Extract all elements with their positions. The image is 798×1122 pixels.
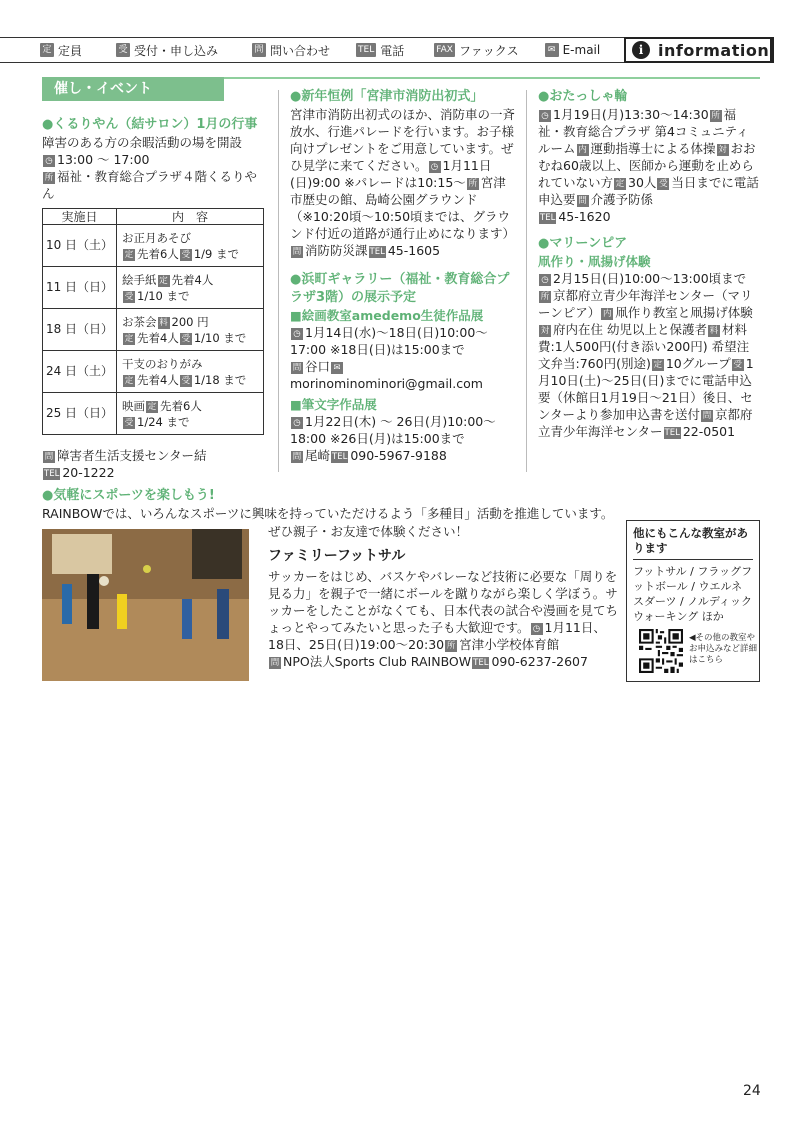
legend-capacity [40, 42, 82, 59]
table-row: 11 日（日） 絵手紙 定 先着4人 受 1/10 まで [43, 267, 264, 309]
qr-code-icon[interactable] [639, 629, 683, 673]
reception-icon: 受 [181, 333, 191, 344]
legend-label: 電話 [380, 43, 405, 58]
column-divider [526, 90, 527, 472]
event-title: ●くるりやん（結サロン）1月の行事 [42, 117, 258, 132]
category-tab: 催し・イベント [42, 77, 224, 101]
tel-icon: TEL [332, 452, 348, 462]
legend-label: 受付・申し込み [134, 43, 219, 58]
table-row: 24 日（土） 干支のおりがみ 定 先着4人 受 1/18 まで [43, 351, 264, 393]
tel-badge-icon: TEL [358, 45, 375, 55]
event-title: ●新年恒例「宮津市消防出初式」 [290, 89, 484, 104]
futsal-photo [42, 529, 249, 681]
inquiry-badge-icon: 問 [252, 43, 266, 57]
event-place: 所 福祉・教育総合プラザ４階くるりやん [42, 169, 258, 201]
page-number: 24 [743, 1083, 761, 1099]
inquiry-icon: 問 [292, 247, 302, 257]
event-title: ●おたっしゃ輪 [538, 89, 628, 104]
sports-intro: RAINBOWでは、いろんなスポーツに興味を持っていただけるよう「多種目」活動を推進しています。 [42, 506, 614, 521]
table-row: 25 日（日） 映画 定 先着6人 受 1/24 まで [43, 393, 264, 435]
futsal-heading: ファミリーフットサル [268, 548, 406, 564]
qr-note: ◀その他の教室やお申込みなど詳細はこちら [689, 633, 758, 665]
table-row: 18 日（日） お茶会 料 200 円 定 先着4人 受 1/10 まで [43, 309, 264, 351]
column-kururiyan [42, 116, 268, 481]
info-icon: i [632, 41, 650, 59]
tel-icon: TEL [44, 469, 60, 479]
legend-inquiry [252, 42, 330, 59]
sports-title: ●気軽にスポーツを楽しもう! [42, 488, 215, 503]
place-icon: 所 [44, 173, 54, 183]
place-icon: 所 [711, 111, 720, 121]
target-icon: 対 [718, 145, 727, 155]
table-header: 内 容 [117, 209, 264, 225]
clock-icon: ◷ [291, 328, 303, 340]
clock-icon: ◷ [429, 161, 441, 173]
capacity-icon: 定 [124, 375, 134, 386]
other-classes-title: 他にもこんな教室があります [633, 526, 753, 560]
table-header: 実施日 [43, 209, 117, 225]
clock-icon: ◷ [539, 110, 551, 122]
contact: 問 障害者生活支援センター結 [44, 448, 207, 463]
inquiry-icon: 問 [270, 658, 280, 668]
tel-icon: TEL [369, 247, 385, 257]
content-icon: 内 [603, 309, 612, 319]
legend-label: E-mail [562, 43, 601, 57]
column-otassha: ●おたっしゃ輪 ◷ 1月19日(月)13:30～14:30 所 福祉・教育総合プラザ 第4コミュニティルーム 内 運動指導士による体操 対 おおむね60歳以上、医師から運動を止められていない方 定 30人 受 当日までに電話申込要 問 介護予防係 TEL 45-1620 ●マリーンピア 凧作り・凧揚げ体験 ◷ 2月15日(日)10:00～13:00頃まで所 京都府立青少年海洋センター（マリーンピア） 内 凧作り教室と凧揚げ体験対 府内在住 幼児以上と保護者 料 材料費:1人500円(付き添い200円) 希望注文弁当:760円(別途) 定 10グループ 受 1月10日(土)～25日(日)までに電話申込要（休館日1月19日～21日）後日、センターより参加申込書を送付 問 京都府立青少年海洋センター TEL 22-0501 [538, 89, 759, 439]
capacity-badge-icon: 定 [40, 43, 54, 57]
inquiry-icon: 問 [44, 452, 54, 462]
reception-icon: 受 [181, 249, 191, 260]
column-fire-ceremony: ●新年恒例「宮津市消防出初式」 宮津市消防出初式のほか、消防車の一斉放水、行進パレードを行います。お子様向けプレゼントをご用意しています。ぜひ見学に来てください。 ◷ 1月11日(日)9:00 ※パレードは10:15～ 所 宮津市歴史の館、島崎公園グラウンド（※10:20頃～10:50頃までは、グラウンド付近の道路が通行止めになります）問 消防防災課 TEL 45-1605 ●浜町ギャラリー（福祉・教育総合プラザ3階）の展示予定 ■絵画教室amedemo生徒作品展 ◷ 1月14日(水)～18日(日)10:00～17:00 ※18日(日)は15:00まで 問 谷口 ✉morinominominori@gmail.com ■筆文字作品展 ◷ 1月22日(木) ～ 26日(月)10:00～18:00 ※26日(月)は15:00まで 問 尾崎 TEL 090-5967-9188 [290, 88, 518, 464]
clock-icon: ◷ [531, 623, 543, 635]
capacity-icon: 定 [124, 333, 134, 344]
legend-label: 定員 [58, 43, 83, 58]
column-divider [278, 90, 279, 472]
capacity-icon: 定 [124, 249, 134, 260]
reception-icon: 受 [733, 360, 742, 370]
exhibit-title: ■絵画教室amedemo生徒作品展 [290, 308, 484, 323]
content-icon: 内 [578, 145, 587, 155]
reception-icon: 受 [124, 291, 134, 302]
sports-section [42, 487, 760, 522]
tel-icon: TEL [473, 658, 489, 668]
inquiry-icon: 問 [292, 363, 302, 373]
futsal-info: ぜひ親子・お友達で体験ください！ ファミリーフットサル サッカーをはじめ、バスケやバレーなど技術に必要な「周りを見る力」を親子で一緒にボールを蹴りながら楽しく学ぼう。サッカーをしたことがなくても、日本代表の試合や漫画を見てちょっとやってみたいと思った子も大歓迎です。 ◷ 1月11日、18日、25日(日)19:00～20:30 所 宮津小学校体育館 問 NPO法人Sports Club RAINBOW TEL 090-6237-2607 [268, 524, 619, 669]
event-subtitle: 凧作り・凧揚げ体験 [538, 254, 651, 269]
inquiry-icon: 問 [578, 196, 587, 206]
information-tab [624, 37, 774, 63]
capacity-icon: 定 [615, 179, 625, 189]
place-icon: 所 [446, 641, 456, 651]
other-classes-box [626, 520, 760, 682]
information-label: information [658, 40, 770, 60]
fee-icon: 料 [159, 317, 168, 328]
event-time: ◷ 13:00 ～ 17:00 [42, 151, 268, 168]
reception-badge-icon: 受 [116, 43, 130, 57]
legend-fax [434, 42, 518, 59]
legend-label: ファックス [458, 43, 519, 58]
event-description: 障害のある方の余暇活動の場を開設 [42, 135, 243, 150]
inquiry-icon: 問 [292, 452, 302, 462]
schedule-table [42, 208, 264, 435]
tel-icon: TEL [664, 428, 680, 438]
target-icon: 対 [540, 326, 550, 336]
fax-badge-icon: FAX [436, 45, 453, 55]
capacity-icon: 定 [159, 275, 168, 286]
capacity-icon: 定 [653, 360, 663, 370]
legend-tel [356, 42, 404, 59]
legend-reception [116, 42, 218, 59]
tel-icon: TEL [540, 213, 556, 223]
fee-icon: 料 [709, 326, 719, 336]
event-title: ●浜町ギャラリー（福祉・教育総合プラザ3階）の展示予定 [290, 272, 510, 305]
exhibit-title: ■筆文字作品展 [290, 397, 377, 412]
reception-icon: 受 [124, 417, 134, 428]
legend-label: 問い合わせ [270, 43, 331, 58]
reception-icon: 受 [659, 179, 668, 189]
clock-icon: ◷ [43, 155, 55, 167]
reception-icon: 受 [181, 375, 191, 386]
capacity-icon: 定 [147, 401, 157, 412]
tel: TEL 20-1222 [44, 465, 115, 480]
place-icon: 所 [468, 179, 478, 189]
table-row: 10 日（土） お正月あそび 定 先着6人 受 1/9 まで [43, 225, 264, 267]
clock-icon: ◷ [539, 274, 551, 286]
sports-intro-2: ぜひ親子・お友達で体験ください！ [268, 524, 469, 539]
mail-badge-icon: ✉ [545, 43, 559, 57]
other-classes-list: フットサル / フラッグフットボール / ウエルネスダーツ / ノルディックウォーキング ほか [633, 565, 753, 623]
clock-icon: ◷ [291, 417, 303, 429]
inquiry-icon: 問 [702, 411, 712, 421]
event-title: ●マリーンピア [538, 236, 628, 251]
place-icon: 所 [540, 292, 550, 302]
legend-email [545, 43, 601, 57]
mail-icon: ✉ [331, 362, 343, 374]
